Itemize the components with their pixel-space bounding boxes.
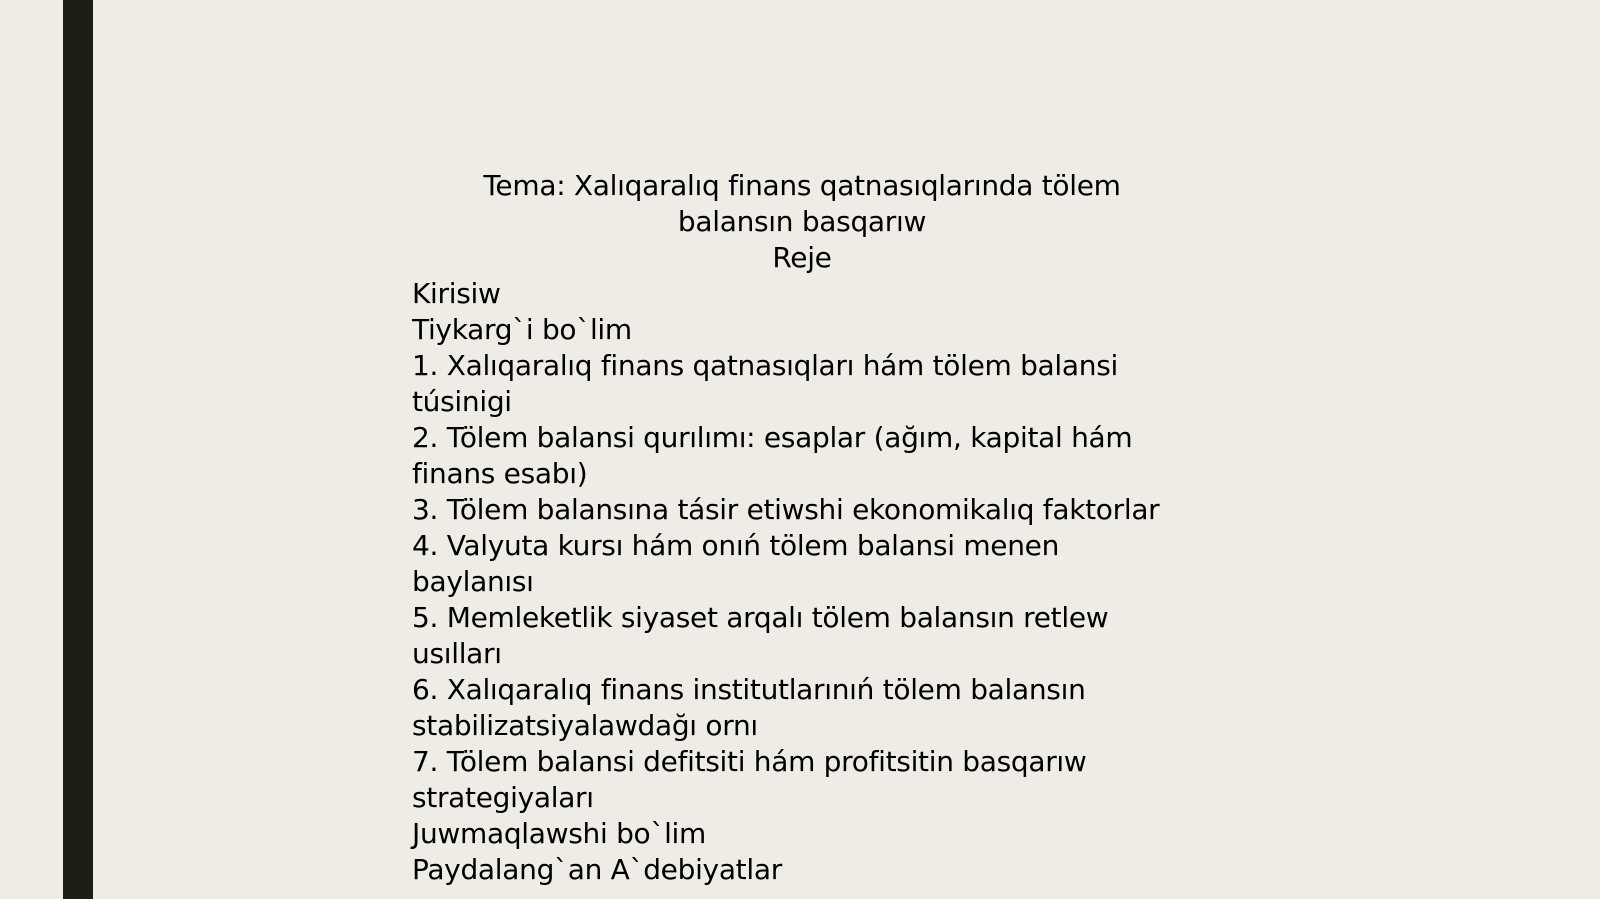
plan-line: 1. Xalıqaralıq finans qatnasıqları hám tölem balansi [412, 349, 1118, 382]
plan-line: strategiyaları [412, 781, 594, 814]
plan-line: usılları [412, 637, 502, 670]
plan-line: 4. Valyuta kursı hám onıń tölem balansi menen [412, 529, 1060, 562]
slide-body [412, 168, 1192, 888]
plan-line: túsinigi [412, 385, 512, 418]
plan-line: Paydalang`an A`debiyatlar [412, 853, 782, 886]
plan-line: finans esabı) [412, 457, 588, 490]
plan-line: Tiykarg`i bo`lim [412, 313, 632, 346]
plan-line: 3. Tölem balansına tásir etiwshi ekonomikalıq faktorlar [412, 493, 1160, 526]
plan-line: 7. Tölem balansi defitsiti hám profitsitin basqarıw [412, 745, 1087, 778]
plan-line: 5. Memleketlik siyaset arqalı tölem balansın retlew [412, 601, 1109, 634]
plan-line: Juwmaqlawshi bo`lim [412, 817, 707, 850]
title-line-1: Tema: Xalıqaralıq finans qatnasıqlarında tölem [483, 169, 1121, 202]
plan-line: 6. Xalıqaralıq finans institutlarınıń tölem balansın [412, 673, 1086, 706]
plan-line: stabilizatsiyalawdağı ornı [412, 709, 758, 742]
title-line-2: balansın basqarıw [677, 205, 927, 238]
plan-line: Kirisiw [412, 277, 501, 310]
slide-title [412, 168, 1192, 276]
plan-list [412, 276, 1192, 888]
plan-heading: Reje [772, 241, 832, 274]
accent-bar [63, 0, 93, 899]
plan-line: 2. Tölem balansi qurılımı: esaplar (ağım, kapital hám [412, 421, 1133, 454]
plan-line: baylanısı [412, 565, 534, 598]
